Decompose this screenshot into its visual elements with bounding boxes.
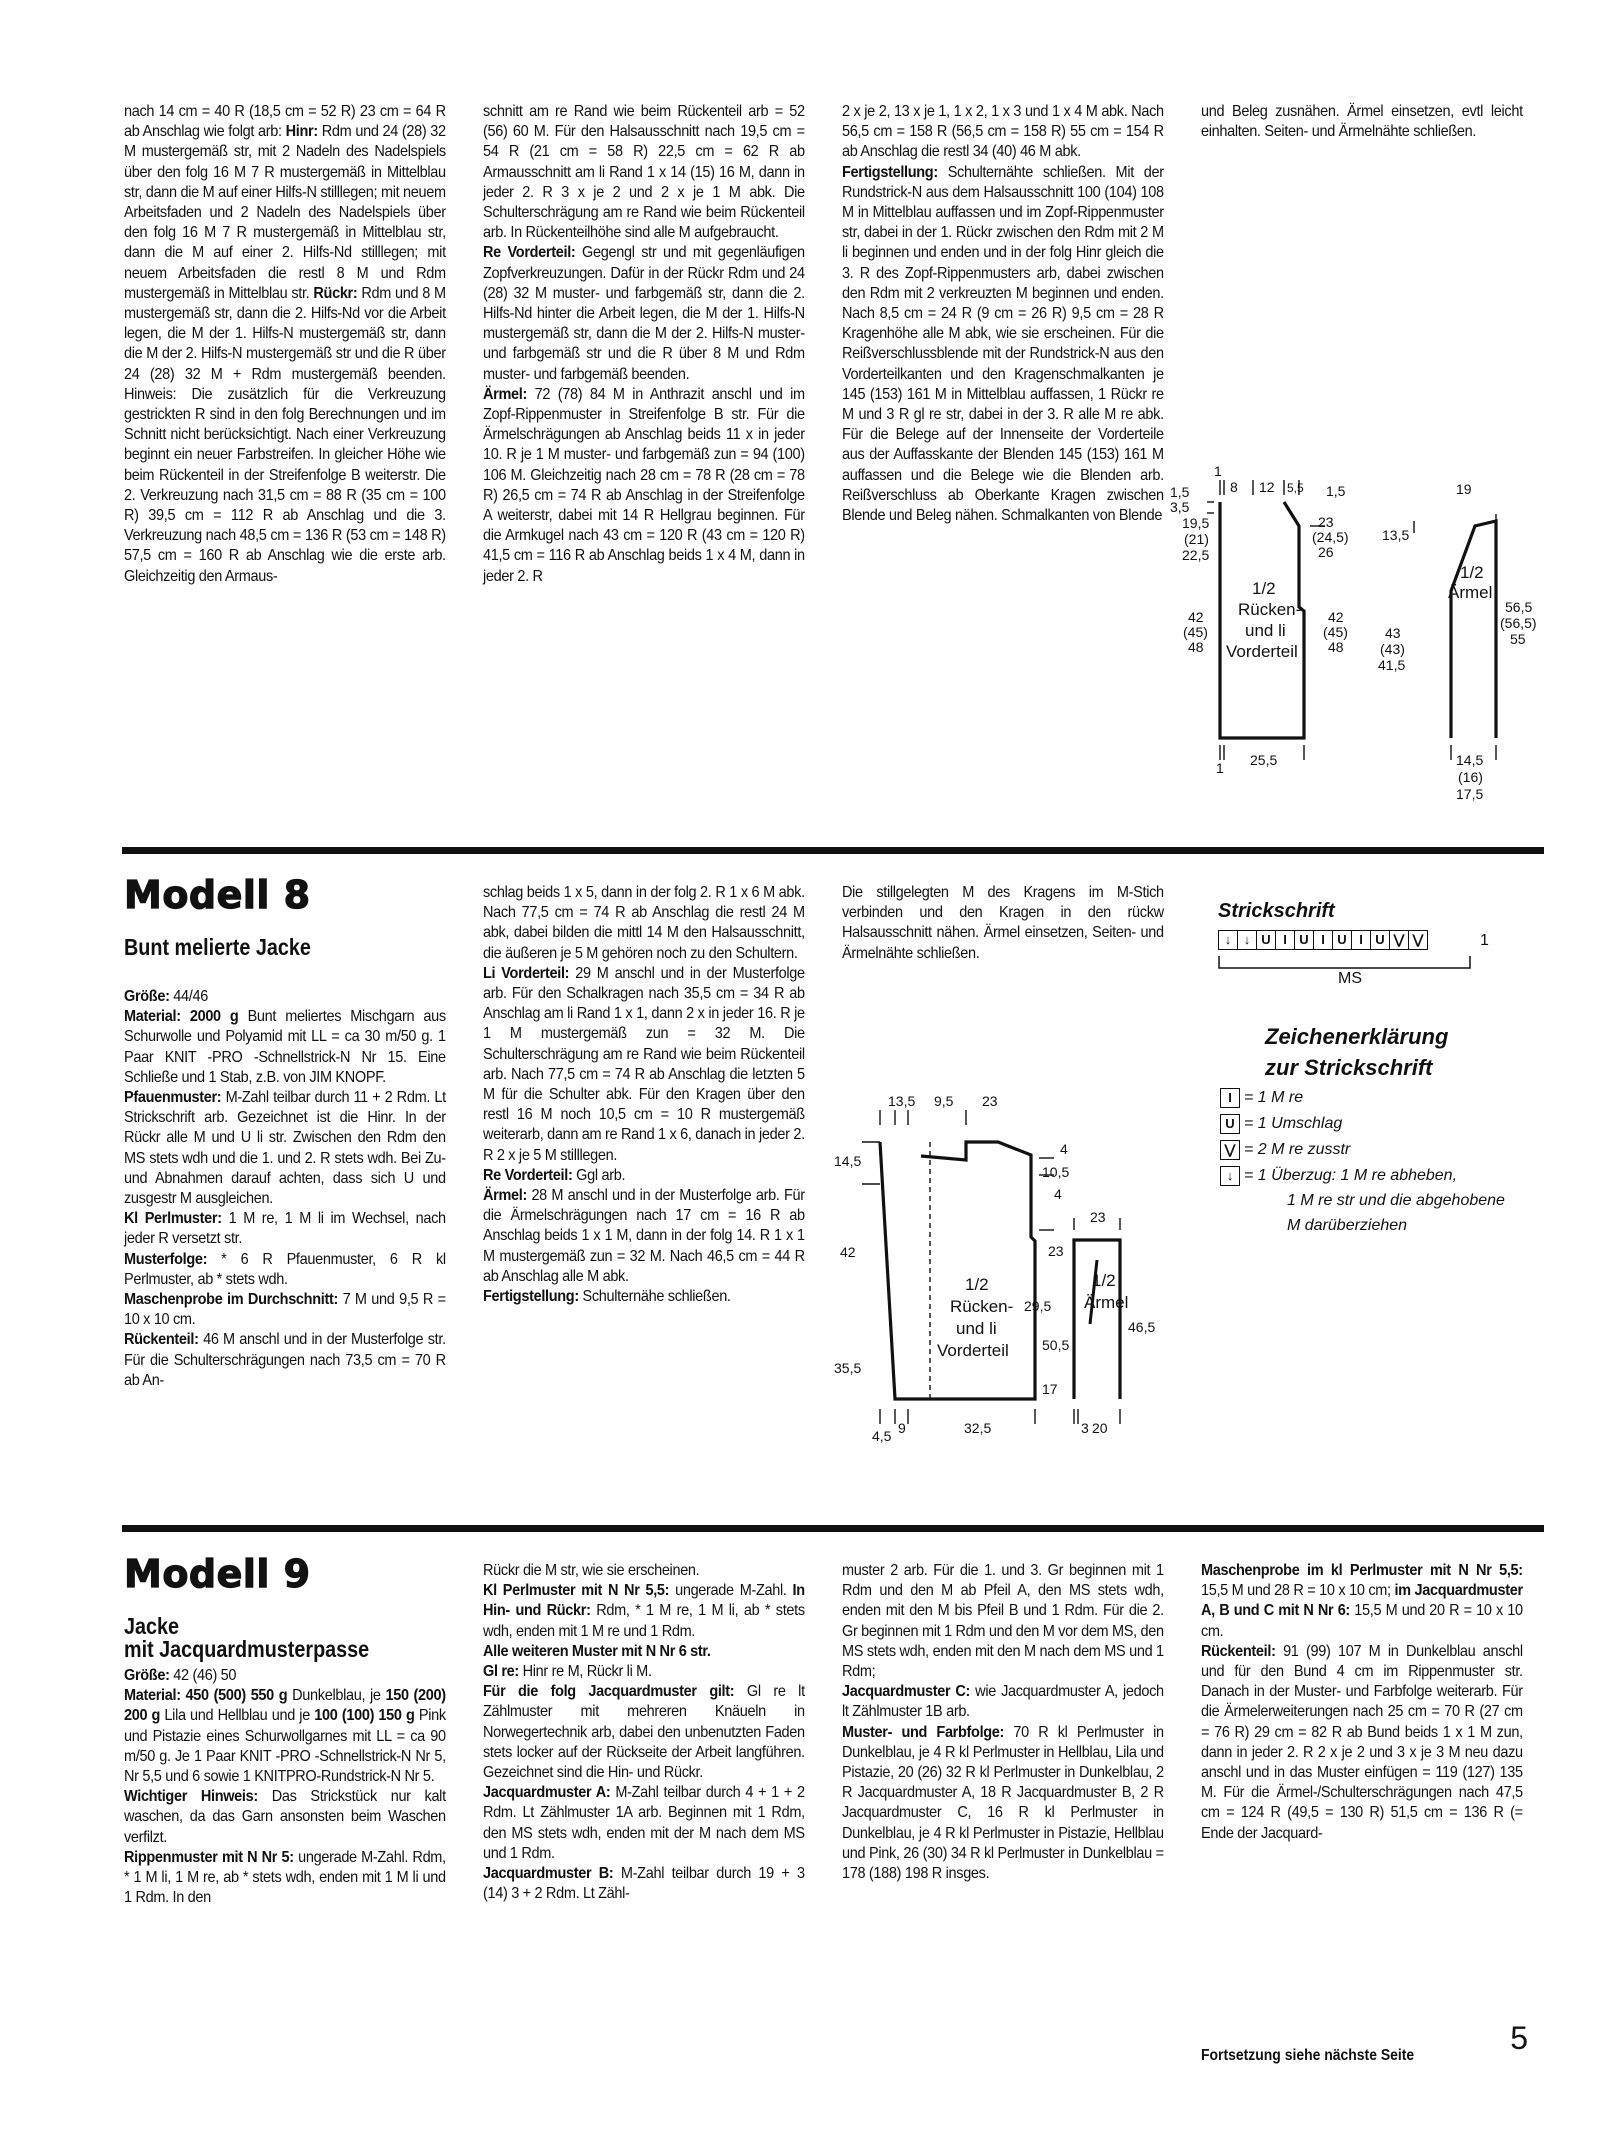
body-text: Gl re lt Zählmuster mit mehreren Knäueln in Norwegertechnik arb, dabei den unbenutzten Faden stets locker auf der Rückseite der Arbeit langführen. Gezeichnet sind die Hin- und Rückr. — [483, 1683, 805, 1782]
dim-label: 19 — [1456, 481, 1472, 497]
chart-cell: ⋁ — [1412, 932, 1424, 947]
legend-text: = 1 Umschlag — [1244, 1115, 1343, 1132]
dim-label: 13,5 — [1382, 527, 1410, 543]
dim-label: 35,5 — [834, 1360, 862, 1376]
schematic-modell-8 — [832, 1070, 1212, 1490]
term-label: Li Vorderteil: — [483, 964, 570, 982]
dim-label: 19,5 — [1182, 515, 1210, 531]
dim-label: (21) — [1184, 531, 1209, 547]
section-divider — [122, 1525, 1544, 1532]
dim-label: (45) — [1323, 624, 1348, 640]
dim-label: (45) — [1183, 624, 1208, 640]
term-label: 100 (100) 150 g — [314, 1707, 415, 1725]
body-text: nach 14 cm = 40 R (18,5 cm = 52 R) 23 cm = 64 R ab Anschlag wie folgt arb: — [124, 103, 446, 141]
dim-label: 46,5 — [1128, 1319, 1156, 1335]
body-text: 44/46 — [169, 988, 208, 1005]
term-label: Rippenmuster mit N Nr 5: — [124, 1848, 294, 1866]
term-label: Hinr: — [285, 123, 318, 141]
dim-label: (16) — [1458, 769, 1483, 785]
dim-label: 42 — [1328, 609, 1344, 625]
dim-label: und li — [956, 1319, 997, 1338]
chart-cell: I — [1352, 931, 1371, 949]
body-text: Die stillgelegten M des Kragens im M-Stich verbinden und den Kragen in den rückw Halsausschnitt nähen. Ärmel einsetzen, Seiten- und Ärmelnähte schließen. — [842, 884, 1164, 962]
top-column-1 — [124, 102, 446, 587]
term-label: Kl Perlmuster: — [124, 1210, 222, 1228]
dim-label: 23 — [1090, 1209, 1106, 1225]
dim-label: 14,5 — [1456, 752, 1484, 768]
dim-label: 48 — [1328, 639, 1344, 655]
paragraph — [1201, 102, 1523, 142]
chart-cell: U — [1295, 931, 1314, 949]
body-text: Rdm und 24 (28) 32 M mustergemäß str, mit 2 Nadeln des Nadelspiels über den folg 16 M 7 R mustergemäß in Mittelblau str, dann die M auf einer Hilfs-N stilllegen; mit neuem Arbeitsfaden und 2 Nadeln des Nadelspiels über den folg 16 M 7 R mustergemäß in Mittelblau str, dann die M auf einer 2. Hilfs-Nd stilllegen; mit neuem Arbeitsfaden die restl 8 M und Rdm mustergemäß in Mittelblau str. — [124, 123, 446, 302]
dim-label: 1 — [1214, 463, 1222, 479]
term-label: Ärmel: — [483, 1187, 527, 1205]
dim-label: 43 — [1385, 625, 1401, 641]
body-text: 42 (46) 50 — [169, 1667, 237, 1684]
term-label: Jacquardmuster B: — [483, 1865, 614, 1883]
term-label: Re Vorderteil: — [483, 244, 576, 262]
dim-label: 17,5 — [1456, 786, 1484, 802]
modell-8-title: Modell 8 — [124, 873, 311, 917]
yarn-over-symbol: U — [1220, 1114, 1240, 1134]
body-text: 2 x je 2, 13 x je 1, 1 x 2, 1 x 3 und 1 x 4 M abk. Nach 56,5 cm = 158 R (56,5 cm = 158 R) 55 cm = 154 R ab Anschlag die restl 34 (40) 46 M abk. — [842, 103, 1164, 161]
term-label: Rückenteil: — [124, 1331, 199, 1349]
dim-label: Vorderteil — [937, 1341, 1009, 1360]
term-label: Fertigstellung: — [483, 1288, 579, 1306]
knit-symbol: I — [1220, 1088, 1240, 1108]
dim-label: 56,5 — [1505, 599, 1533, 615]
paragraph — [483, 1561, 805, 1904]
modell-9-subtitle: Jacke — [124, 1613, 180, 1639]
body-text: muster 2 arb. Für die 1. und 3. Gr beginnen mit 1 Rdm und den M ab Pfeil A, den MS stets wdh, enden mit den M bis Pfeil B und 1 Rdm. Für die 2. Gr beginnen mit 1 Rdm und den M vor dem MS, den MS stets wdh, enden mit den M nach dem MS und 1 Rdm; — [842, 1562, 1164, 1681]
body-text: * 6 R Pfauenmuster, 6 R kl Perlmuster, ab * stets wdh. — [124, 1250, 446, 1288]
dim-label: 1/2 — [1460, 563, 1484, 582]
body-text: 29 M anschl und in der Musterfolge arb. Für den Schalkragen nach 35,5 cm = 34 R ab Anschlag am li Rand 1 x 1, dann 2 x in jeder 16. R je 1 M mustergemäß zun = 32 M. Die Schulterschrägung am re Rand wie beim Rückenteil arb. Nach 77,5 cm = 74 R ab Anschlag die letzten 5 M für die Schulter abk. Für den Kragen über den restl 16 M noch 10,5 cm = 10 R mustergemäß weiterarb, dann am re Rand 1 x 6, danach in jeder 2. R 2 x je 5 M stilllegen. — [483, 964, 805, 1164]
legend-text: = 1 Überzug: 1 M re abheben, — [1244, 1167, 1458, 1184]
body-text: Das Strickstück nur kalt waschen, da das Garn ansonsten beim Waschen verfilzt. — [124, 1788, 446, 1846]
term-label: Gl re: — [483, 1663, 519, 1681]
continued-note: Fortsetzung siehe nächste Seite — [1201, 2047, 1415, 2064]
chart-cell: ↓ — [1219, 931, 1238, 949]
legend-item — [1220, 1140, 1350, 1160]
body-text: Pink und Pistazie eines Schurwollgarnes mit LL = ca 90 m/50 g. Je 1 Paar KNIT -PRO -Schnellstrick-N Nr 5, Nr 5,5 und 6 sowie 1 KNITPRO-Rundstrick-N Nr 5. — [124, 1707, 446, 1786]
paragraph — [124, 987, 446, 1391]
modell-8-column-1 — [124, 987, 446, 1391]
paragraph — [483, 102, 805, 587]
chart-title: Strickschrift — [1218, 900, 1335, 922]
paragraph — [842, 1561, 1164, 1884]
dim-label: 42 — [1188, 609, 1204, 625]
modell-9-subtitle: mit Jacquardmusterpasse — [124, 1636, 370, 1662]
body-text: Bunt meliertes Mischgarn aus Schurwolle und Polyamid mit LL = ca 30 m/50 g. 1 Paar KNIT -PRO -Schnellstrick-N Nr 15. Eine Schließe und 1 Stab, z.B. von JIM KNOPF. — [124, 1008, 446, 1086]
chart-cell: U — [1333, 931, 1352, 949]
dim-label: 22,5 — [1182, 547, 1210, 563]
modell-9-title: Modell 9 — [124, 1552, 311, 1596]
modell-9-column-4 — [1201, 1561, 1523, 1844]
dim-label: 26 — [1318, 544, 1334, 560]
term-label: Fertigstellung: — [842, 163, 938, 181]
term-label: Jacquardmuster C: — [842, 1683, 971, 1701]
dim-label: 13,5 — [888, 1093, 916, 1109]
dim-label: (24,5) — [1312, 529, 1349, 545]
term-label: 150 (200) 200 g — [124, 1687, 446, 1725]
body-text: 28 M anschl und in der Musterfolge arb. Für die Ärmelschrägungen nach 17 cm = 16 R ab Anschlag beids 1 x 1 M, dann in der folg 14. R 1 x 1 M mustergemäß zun = 32 M. Nach 46,5 cm = 44 R ab Anschlag alle M abk. — [483, 1187, 805, 1285]
legend-title: Zeichenerklärung — [1265, 1024, 1449, 1049]
term-label: Kl Perlmuster mit N Nr 5,5: — [483, 1582, 670, 1600]
body-text: M-Zahl teilbar durch 11 + 2 Rdm. Lt Strickschrift arb. Gezeichnet ist die Hinr. In der Rückr alle M und U li str. Zwischen den Rdm den MS stets wdh und die 1. und 2. R stets wdh. Bei Zu- und Abnahmen darauf achten, dass sich U und zusgestr M ausgleichen. — [124, 1089, 446, 1208]
paragraph — [1201, 1561, 1523, 1844]
term-label: Pfauenmuster: — [124, 1089, 222, 1107]
body-text: 72 (78) 84 M in Anthrazit anschl und im Zopf-Rippenmuster in Streifenfolge B str. Für die Ärmelschrägungen ab Anschlag beids 11 x in jeder 10. R je 1 M muster- und farbgemäß zun = 94 (100) 106 M. Gleichzeitig nach 28 cm = 78 R (28 cm = 78 R) 26,5 cm = 74 R ab Anschlag in der Streifenfolge A weiterstr, dabei mit 14 R Hellgrau beginnen. Für die Armkugel nach 43 cm = 120 R (43 cm = 120 R) 41,5 cm = 116 R ab Anschlag beids 1 x 4 M, dann in jeder 2. R — [483, 385, 805, 585]
dim-label: 4,5 — [872, 1428, 892, 1444]
term-label: Material: 2000 g — [124, 1008, 239, 1026]
legend-item — [1220, 1166, 1457, 1186]
body-text: M-Zahl teilbar durch 19 + 3 (14) 3 + 2 Rdm. Lt Zähl- — [483, 1865, 805, 1903]
body-text: Rückr die M str, wie sie erscheinen. — [483, 1562, 700, 1579]
body-text: Rdm, * 1 M re, 1 M li, ab * stets wdh, enden mit 1 M re und 1 Rdm. — [483, 1602, 805, 1640]
term-label: Alle weiteren Muster mit N Nr 6 str. — [483, 1642, 711, 1660]
dim-label: 12 — [1259, 479, 1275, 495]
dim-label: 1/2 — [1252, 579, 1276, 598]
dim-label: 1,5 — [1170, 484, 1190, 500]
dim-label: 1/2 — [1092, 1271, 1116, 1290]
term-label: Musterfolge: — [124, 1250, 208, 1268]
chart-cell: U — [1371, 931, 1390, 949]
knitting-chart — [1218, 930, 1428, 950]
body-text: schlag beids 1 x 5, dann in der folg 2. R 1 x 6 M abk. Nach 77,5 cm = 74 R ab Anschlag die restl 24 M abk, dabei bilden die mittl 14 M den Halsausschnitt, die äußeren je 5 M gehören noch zu den Schultern. — [483, 884, 805, 962]
term-label: Größe: — [124, 1667, 170, 1684]
paragraph — [842, 102, 1164, 526]
legend-text: 1 M re str und die abgehobene — [1287, 1192, 1505, 1209]
dim-label: Ärmel — [1448, 583, 1493, 602]
body-text: Gegengl str und mit gegenläufigen Zopfverkreuzungen. Dafür in der Rückr Rdm und 24 (28) 32 M muster- und farbgemäß str, dann die 2. Hilfs-Nd hinter die Arbeit legen, die M der 1. Hilfs-N mustergemäß str, dann die M der 2. Hilfs-N muster- und farbgemäß str und die R über 8 M und Rdm muster- und farbgemäß beenden. — [483, 244, 805, 383]
modell-8-column-3 — [842, 883, 1164, 964]
dim-label: Rücken- — [950, 1297, 1014, 1316]
dim-label: 4 — [1060, 1141, 1068, 1157]
dim-label: 5,5 — [1287, 481, 1304, 495]
term-label: Jacquardmuster A: — [483, 1784, 611, 1802]
term-label: Wichtiger Hinweis: — [124, 1788, 258, 1806]
dim-label: Vorderteil — [1226, 642, 1298, 661]
term-label: Maschenprobe im Durchschnitt: — [124, 1291, 338, 1309]
dim-label: 1,5 — [1326, 483, 1346, 499]
body-text: Lila und Hellblau und je — [160, 1707, 315, 1725]
k2tog-symbol: ⋁ — [1220, 1140, 1240, 1160]
dim-label: 9 — [898, 1420, 906, 1436]
chart-row-number: 1 — [1480, 932, 1489, 949]
body-text: Hinr re M, Rückr li M. — [518, 1663, 652, 1681]
dim-label: 29,5 — [1024, 1298, 1052, 1314]
modell-8-column-2 — [483, 883, 805, 1307]
body-text: 15,5 M und 28 R = 10 x 10 cm; — [1201, 1582, 1395, 1600]
top-column-3 — [842, 102, 1164, 526]
legend-text: = 1 M re — [1244, 1089, 1304, 1106]
dim-label: 23 — [1048, 1243, 1064, 1259]
schematic-modell-7 — [1150, 440, 1550, 820]
term-label: Re Vorderteil: — [483, 1166, 573, 1184]
body-text: Rdm und 8 M mustergemäß str, dann die 2. Hilfs-Nd vor die Arbeit legen, die M der 1. Hilfs-N mustergemäß str, dann die M der 2. Hilfs-N mustergemäß str und die R über 24 (28) 32 M + Rdm mustergemäß beenden. Hinweis: Die zusätzlich für die Verkreuzung gestrickten R sind in den folg Berechnungen und im Schnitt nicht berücksichtigt. Nach einer Verkreuzung beginnt ein neuer Farbstreifen. In gleicher Höhe wie beim Rückenteil in der Streifenfolge B weiterstr. Die 2. Verkreuzung nach 31,5 cm = 88 R (35 cm = 100 R) 39,5 cm = 112 R ab Anschlag und die 3. Verkreuzung nach 48,5 cm = 136 R (53 cm = 148 R) 57,5 cm = 160 R ab Anschlag wie die erste arb. Gleichzeitig den Armaus- — [124, 284, 446, 585]
term-label: Größe: — [124, 988, 170, 1005]
legend-text: = 2 M re zusstr — [1244, 1141, 1351, 1158]
dim-label: 1/2 — [965, 1275, 989, 1294]
dim-label: 20 — [1092, 1420, 1108, 1436]
term-label: Rückr: — [313, 284, 358, 302]
decrease-symbol: ↓ — [1220, 1166, 1240, 1186]
dim-label: Ärmel — [1084, 1293, 1129, 1312]
body-text: Ggl arb. — [572, 1166, 626, 1184]
section-divider — [122, 847, 1544, 854]
dim-label: (56,5) — [1500, 615, 1537, 631]
body-text: 15,5 M und 20 R = 10 x 10 cm. — [1201, 1602, 1523, 1640]
term-label: In Hin- und Rückr: — [483, 1582, 805, 1620]
dim-label: 50,5 — [1042, 1337, 1070, 1353]
dim-label: 32,5 — [964, 1420, 992, 1436]
dim-label: 17 — [1042, 1381, 1058, 1397]
dim-label: 55 — [1510, 631, 1526, 647]
body-text: 7 M und 9,5 R = 10 x 10 cm. — [124, 1291, 446, 1329]
legend-title: zur Strickschrift — [1265, 1055, 1433, 1080]
body-text: 1 M re, 1 M li im Wechsel, nach jeder R versetzt str. — [124, 1210, 446, 1248]
top-column-2 — [483, 102, 805, 587]
legend-item — [1220, 1114, 1342, 1134]
top-column-4 — [1201, 102, 1523, 142]
dim-label: 10,5 — [1042, 1164, 1070, 1180]
dim-label: Rücken- — [1238, 600, 1302, 619]
body-text: 91 (99) 107 M in Dunkelblau anschl und für den Bund 4 cm im Rippenmuster str. Danach in der Muster- und Farbfolge weiterarb. Für die Ärmelerweiterungen nach 25 cm = 70 R (27 cm = 76 R) 29 cm = 82 R ab Bund beids 1 x 1 M zun, dann in jeder 2. R 2 x je 2 und 3 x je 3 M neu dazu anschl und in das Muster einfügen = 119 (127) 135 M. Für die Ärmel-/Schulterschrägungen nach 47,5 cm = 124 R (49,5 = 130 R) 51,5 cm = 136 R (= Ende der Jacquard- — [1201, 1642, 1523, 1842]
paragraph — [483, 883, 805, 1307]
paragraph — [124, 102, 446, 587]
term-label: Maschenprobe im kl Perlmuster mit N Nr 5,5: — [1201, 1562, 1523, 1579]
dim-label: 48 — [1188, 639, 1204, 655]
legend-item — [1220, 1088, 1303, 1108]
dim-label: 42 — [840, 1244, 856, 1260]
term-label: Ärmel: — [483, 385, 527, 403]
chart-cell: I — [1314, 931, 1333, 949]
body-text: schnitt am re Rand wie beim Rückenteil arb = 52 (56) 60 M. Für den Halsausschnitt nach 19,5 cm = 54 R (21 cm = 58 R) 22,5 cm = 62 R ab Armausschnitt am li Rand 1 x 14 (15) 16 M, dann in jeder 2. R 3 x je 2 und 2 x je 1 M abk. Die Schulterschrägung am re Rand wie beim Rückenteil arb. In Rückenteilhöhe sind alle M aufgebraucht. — [483, 103, 805, 242]
body-text: wie Jacquardmuster A, jedoch lt Zählmuster 1B arb. — [842, 1683, 1164, 1721]
dim-label: 41,5 — [1378, 657, 1406, 673]
body-text: 46 M anschl und in der Musterfolge str. Für die Schulterschrägungen nach 73,5 cm = 70 R ab An- — [124, 1331, 446, 1389]
body-text: ungerade M-Zahl. Rdm, * 1 M li, 1 M re, ab * stets wdh, enden mit 1 M li und 1 Rdm. In den — [124, 1848, 446, 1907]
body-text: Schulternähe schließen. — [578, 1288, 731, 1306]
dim-label: und li — [1245, 621, 1286, 640]
dim-label: 23 — [1318, 514, 1334, 530]
body-text: M-Zahl teilbar durch 4 + 1 + 2 Rdm. Lt Zählmuster 1A arb. Beginnen mit 1 Rdm, den MS stets wdh, enden mit der M nach dem MS und 1 Rdm. — [483, 1784, 805, 1862]
modell-8-subtitle: Bunt melierte Jacke — [124, 934, 311, 960]
page-number: 5 — [1510, 2020, 1528, 2056]
term-label: im Jacquardmuster A, B und C mit N Nr 6: — [1201, 1582, 1523, 1620]
dim-label: 8 — [1230, 479, 1238, 495]
chart-cell: ↓ — [1238, 931, 1257, 949]
body-text: ungerade M-Zahl. — [669, 1582, 793, 1600]
term-label: Muster- und Farbfolge: — [842, 1723, 1005, 1741]
dim-label: 3 — [1081, 1420, 1089, 1436]
modell-9-column-2 — [483, 1561, 805, 1904]
term-label: Für die folg Jacquardmuster gilt: — [483, 1683, 735, 1701]
chart-ms-label: MS — [1338, 970, 1362, 987]
dim-label: 3,5 — [1170, 499, 1190, 515]
dim-label: (43) — [1380, 641, 1405, 657]
dim-label: 1 — [1216, 760, 1224, 776]
term-label: Material: 450 (500) 550 g — [124, 1687, 288, 1705]
dim-label: 23 — [982, 1093, 998, 1109]
body-text: 70 R kl Perlmuster in Dunkelblau, je 4 R kl Perlmuster in Hellblau, Lila und Pistazie, 20 (26) 32 R kl Perlmuster in Dunkelblau, 2 R Jacquardmuster A, 18 R Jacquardmuster B, 2 R Jacquardmuster C, 16 R kl Perlmuster in Dunkelblau, je 4 R kl Perlmuster in Pistazie, Hellblau und Pink, 26 (30) 34 R kl Perlmuster in Dunkelblau = 178 (188) 198 R insges. — [842, 1723, 1164, 1883]
dim-label: 9,5 — [934, 1093, 954, 1109]
paragraph — [842, 883, 1164, 964]
dim-label: 14,5 — [834, 1153, 862, 1169]
chart-cell: ⋁ — [1390, 931, 1409, 949]
modell-9-column-1 — [124, 1666, 446, 1908]
term-label: Rückenteil: — [1201, 1642, 1276, 1660]
modell-9-column-3 — [842, 1561, 1164, 1884]
body-text: Dunkelblau, je — [287, 1687, 386, 1705]
body-text: und Beleg zusnähen. Ärmel einsetzen, evtl leicht einhalten. Seiten- und Ärmelnähte schließen. — [1201, 103, 1523, 141]
dim-label: 25,5 — [1250, 752, 1278, 768]
chart-cell: I — [1276, 931, 1295, 949]
paragraph — [124, 1666, 446, 1908]
dim-label: 4 — [1054, 1186, 1062, 1202]
chart-cell: U — [1257, 931, 1276, 949]
body-text: Schulternähte schließen. Mit der Rundstrick-N aus dem Halsausschnitt 100 (104) 108 M in Mittelblau auffassen und im Zopf-Rippenmuster str, dabei in der 1. Rückr zwischen den Rdm mit 2 M li beginnen und enden und in der folg Hinr gleich die 3. R des Zopf-Rippenmusters arb, dabei zwischen den Rdm mit 2 verkreuzten M beginnen und enden. Nach 8,5 cm = 24 R (9 cm = 26 R) 9,5 cm = 28 R Kragenhöhe alle M abk, wie sie erscheinen. Für die Reißverschlussblende mit der Rundstrick-N aus den Vorderteilkanten und den Kragenschmalkanten je 145 (153) 161 M in Mittelblau auffassen, 1 Rückr re M und 3 R gl re str, dabei in der 3. R alle M re abk. Für die Belege auf der Innenseite der Vorderteile aus der Auffasskante der Blenden 145 (153) 161 M auffassen und die Belege wie die Blenden arb. Reißverschluss ab Oberkante Kragen zwischen Blende und Beleg nähen. Schmalkanten von Blende — [842, 163, 1164, 525]
chart-ms-bracket — [1218, 956, 1478, 970]
legend-text: M darüberziehen — [1287, 1217, 1408, 1234]
